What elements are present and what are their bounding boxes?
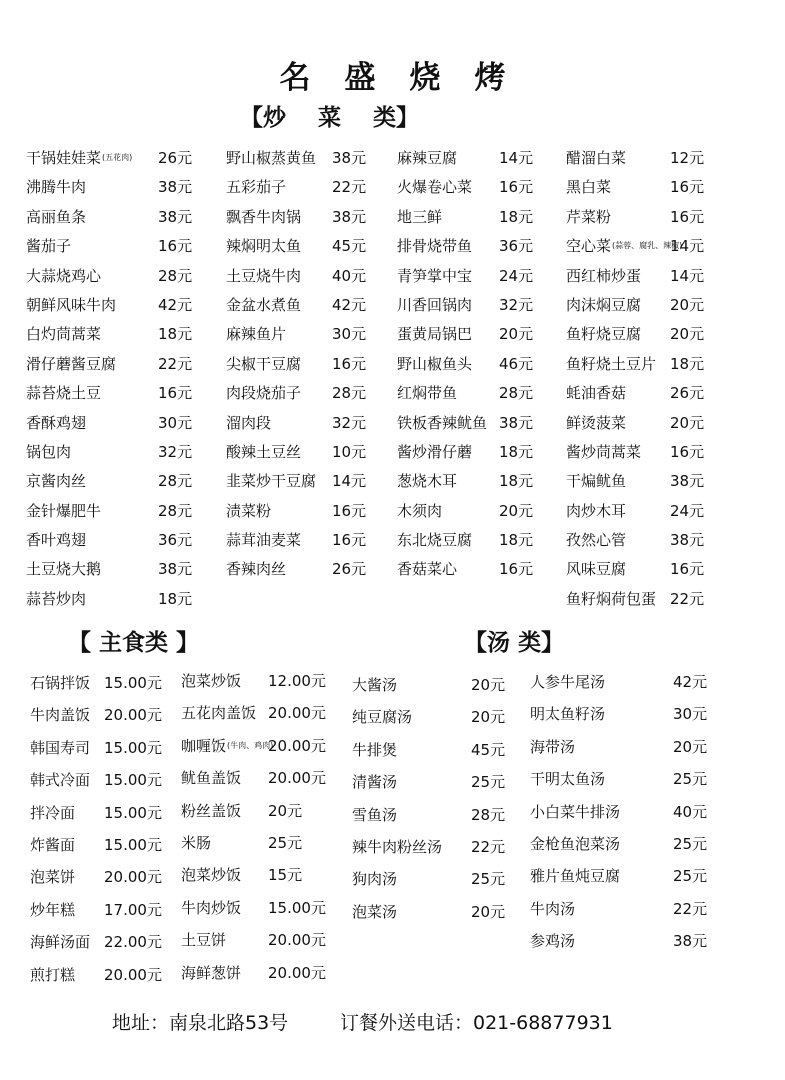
- item-price: 14元: [670, 237, 705, 256]
- item-price: 16元: [332, 531, 367, 550]
- item-price: 24元: [499, 266, 534, 285]
- item-price: 18元: [158, 325, 193, 344]
- item-name: 泡菜炒饭: [181, 866, 242, 885]
- item-name: 香叶鸡翅: [26, 531, 87, 550]
- item-name: 沸腾牛肉: [26, 178, 87, 197]
- item-name: 木须肉: [397, 501, 443, 520]
- item-name: 葱烧木耳: [397, 472, 458, 491]
- item-price: 20元: [673, 737, 708, 756]
- item-price: 18元: [158, 589, 193, 608]
- item-name: 京酱肉丝: [26, 472, 87, 491]
- item-name: 咖喱饭: [181, 736, 227, 755]
- item-name: 东北烧豆腐: [397, 531, 473, 550]
- item-price: 18元: [499, 531, 534, 550]
- item-price: 16元: [670, 207, 705, 226]
- item-price: 16元: [499, 178, 534, 197]
- item-name: 香酥鸡翅: [26, 413, 87, 432]
- item-name: 高丽鱼条: [26, 207, 87, 226]
- item-name: 尖椒干豆腐: [226, 354, 302, 373]
- order-phone: 订餐外送电话：021-68877931: [340, 1012, 613, 1034]
- item-price: 46元: [499, 354, 534, 373]
- item-name: 蒜茸油麦菜: [226, 531, 302, 550]
- item-name: 清酱汤: [352, 773, 398, 792]
- item-name: 西红柿炒蛋: [566, 266, 642, 285]
- item-name: 干锅娃娃菜: [26, 149, 102, 167]
- item-price: 28元: [158, 472, 193, 491]
- item-name: 牛肉炒饭: [181, 898, 242, 917]
- item-price: 20元: [268, 801, 303, 820]
- item-price: 20.00元: [104, 965, 162, 984]
- item-name: 香辣肉丝: [226, 560, 287, 579]
- item-price: 28元: [499, 384, 534, 403]
- item-price: 38元: [673, 932, 708, 951]
- item-price: 42元: [673, 673, 708, 691]
- item-name: 海带汤: [530, 737, 576, 756]
- item-name: 朝鲜风味牛肉: [26, 295, 117, 314]
- item-name: 人参牛尾汤: [530, 673, 606, 691]
- item-price: 18元: [499, 207, 534, 226]
- item-price: 15.00元: [104, 771, 162, 790]
- item-note: (蒜蓉、腐乳、辣椒): [612, 241, 683, 251]
- item-name: 土豆烧大鹅: [26, 560, 102, 579]
- item-price: 15.00元: [104, 803, 162, 822]
- item-name: 肉炒木耳: [566, 501, 627, 520]
- item-price: 30元: [673, 705, 708, 724]
- item-price: 16元: [158, 384, 193, 403]
- item-name: 辣牛肉粉丝汤: [352, 837, 443, 856]
- item-price: 20.00元: [104, 868, 162, 887]
- item-name: 五彩茄子: [226, 178, 287, 197]
- item-note: (牛肉、鸡肉): [227, 740, 274, 750]
- item-name: 牛排煲: [352, 740, 398, 759]
- item-price: 25元: [673, 834, 708, 853]
- item-price: 20.00元: [268, 704, 326, 723]
- item-price: 32元: [158, 442, 193, 461]
- item-price: 24元: [670, 501, 705, 520]
- item-price: 14元: [332, 472, 367, 491]
- item-name: 孜然心管: [566, 531, 627, 550]
- item-name: 麻辣鱼片: [226, 325, 287, 344]
- item-price: 18元: [499, 472, 534, 491]
- item-name: 铁板香辣鱿鱼: [397, 413, 488, 432]
- item-name: 煎打糕: [30, 965, 76, 984]
- item-name: 芹菜粉: [566, 207, 612, 226]
- item-name: 土豆烧牛肉: [226, 266, 302, 285]
- item-name: 粉丝盖饭: [181, 801, 242, 820]
- item-price: 15元: [268, 866, 303, 885]
- item-price: 15.00元: [104, 835, 162, 854]
- item-name: 地三鲜: [397, 207, 443, 226]
- item-price: 16元: [670, 442, 705, 461]
- item-price: 22元: [158, 354, 193, 373]
- item-name: 泡菜汤: [352, 902, 398, 921]
- item-price: 22元: [670, 589, 705, 608]
- address: 地址：南泉北路53号: [112, 1012, 289, 1034]
- item-price: 38元: [670, 531, 705, 550]
- item-price: 14元: [670, 266, 705, 285]
- item-name: 排骨烧带鱼: [397, 237, 473, 256]
- item-name: 参鸡汤: [530, 932, 576, 951]
- item-name: 纯豆腐汤: [352, 708, 413, 727]
- item-price: 38元: [158, 178, 193, 197]
- item-price: 16元: [158, 237, 193, 256]
- item-name: 野山椒蒸黄鱼: [226, 149, 317, 167]
- item-name: 金枪鱼泡菜汤: [530, 834, 621, 853]
- item-name: 韩式冷面: [30, 771, 91, 790]
- item-price: 18元: [670, 354, 705, 373]
- item-price: 15.00元: [104, 738, 162, 757]
- item-name: 空心菜: [566, 237, 612, 256]
- item-name: 风味豆腐: [566, 560, 627, 579]
- item-price: 40元: [332, 266, 367, 285]
- item-name: 大酱汤: [352, 676, 398, 694]
- item-price: 16元: [499, 560, 534, 579]
- item-price: 25元: [673, 770, 708, 789]
- item-price: 38元: [332, 149, 367, 167]
- item-name: 韭菜炒干豆腐: [226, 472, 317, 491]
- item-price: 32元: [499, 295, 534, 314]
- item-name: 香菇菜心: [397, 560, 458, 579]
- item-name: 泡菜炒饭: [181, 672, 242, 690]
- item-price: 36元: [158, 531, 193, 550]
- item-price: 18元: [499, 442, 534, 461]
- item-name: 锅包肉: [26, 442, 72, 461]
- item-price: 10元: [332, 442, 367, 461]
- item-name: 海鲜汤面: [30, 933, 91, 952]
- item-price: 25元: [471, 870, 506, 889]
- item-price: 38元: [670, 472, 705, 491]
- item-name: 渍菜粉: [226, 501, 272, 520]
- item-price: 12.00元: [268, 672, 326, 690]
- item-name: 干明太鱼汤: [530, 770, 606, 789]
- item-price: 38元: [499, 413, 534, 432]
- item-price: 16元: [332, 501, 367, 520]
- item-name: 泡菜饼: [30, 868, 76, 887]
- item-name: 肉段烧茄子: [226, 384, 302, 403]
- item-price: 45元: [471, 740, 506, 759]
- item-name: 酸辣土豆丝: [226, 442, 302, 461]
- item-price: 30元: [332, 325, 367, 344]
- item-price: 22元: [471, 837, 506, 856]
- item-price: 20元: [670, 413, 705, 432]
- stir-fry-heading: 【炒 菜 类】: [240, 105, 420, 131]
- item-price: 42元: [332, 295, 367, 314]
- item-price: 15.00元: [104, 674, 162, 692]
- item-price: 20.00元: [268, 736, 326, 755]
- item-price: 45元: [332, 237, 367, 256]
- item-name: 拌冷面: [30, 803, 76, 822]
- item-price: 25元: [471, 773, 506, 792]
- item-price: 20元: [670, 325, 705, 344]
- item-price: 20元: [499, 501, 534, 520]
- item-name: 雅片鱼炖豆腐: [530, 867, 621, 886]
- item-price: 26元: [158, 149, 193, 167]
- item-name: 米肠: [181, 833, 212, 852]
- item-price: 20.00元: [104, 706, 162, 725]
- item-name: 酱炒滑仔蘑: [397, 442, 473, 461]
- item-name: 鱼籽烧土豆片: [566, 354, 657, 373]
- item-name: 蒜苔烧土豆: [26, 384, 102, 403]
- item-price: 32元: [332, 413, 367, 432]
- item-name: 韩国寿司: [30, 738, 91, 757]
- soup-heading: 【汤 类】: [464, 630, 565, 656]
- item-name: 火爆卷心菜: [397, 178, 473, 197]
- item-name: 雪鱼汤: [352, 805, 398, 824]
- item-name: 酱茄子: [26, 237, 72, 256]
- menu-title: 名盛烧烤: [279, 60, 540, 96]
- item-price: 25元: [673, 867, 708, 886]
- item-name: 白灼茼蒿菜: [26, 325, 102, 344]
- item-name: 蚝油香菇: [566, 384, 627, 403]
- item-note: (五花肉): [102, 153, 133, 162]
- item-price: 26元: [332, 560, 367, 579]
- item-price: 17.00元: [104, 900, 162, 919]
- item-price: 15.00元: [268, 898, 326, 917]
- item-name: 明太鱼籽汤: [530, 705, 606, 724]
- item-name: 红焖带鱼: [397, 384, 458, 403]
- item-name: 牛肉盖饭: [30, 706, 91, 725]
- item-name: 麻辣豆腐: [397, 149, 458, 167]
- item-name: 鱿鱼盖饭: [181, 769, 242, 788]
- item-price: 30元: [158, 413, 193, 432]
- item-name: 土豆饼: [181, 931, 227, 950]
- item-price: 14元: [499, 149, 534, 167]
- item-name: 蒜苔炒肉: [26, 589, 87, 608]
- item-name: 鱼籽烧豆腐: [566, 325, 642, 344]
- item-name: 五花肉盖饭: [181, 704, 257, 723]
- item-price: 22元: [673, 899, 708, 918]
- item-price: 38元: [158, 207, 193, 226]
- item-price: 42元: [158, 295, 193, 314]
- item-name: 蛋黄局锅巴: [397, 325, 473, 344]
- item-price: 16元: [332, 354, 367, 373]
- item-name: 野山椒鱼头: [397, 354, 473, 373]
- item-name: 肉沫焖豆腐: [566, 295, 642, 314]
- item-name: 鱼籽焖荷包蛋: [566, 589, 657, 608]
- item-price: 40元: [673, 802, 708, 821]
- item-name: 青笋掌中宝: [397, 266, 473, 285]
- item-name: 干煸鱿鱼: [566, 472, 627, 491]
- item-price: 20元: [471, 676, 506, 694]
- item-name: 金针爆肥牛: [26, 501, 102, 520]
- item-name: 炒年糕: [30, 900, 76, 919]
- item-name: 黑白菜: [566, 178, 612, 197]
- item-price: 28元: [158, 266, 193, 285]
- item-name: 辣焖明太鱼: [226, 237, 302, 256]
- item-name: 小白菜牛排汤: [530, 802, 621, 821]
- item-price: 22元: [332, 178, 367, 197]
- item-price: 28元: [158, 501, 193, 520]
- item-name: 酱炒茼蒿菜: [566, 442, 642, 461]
- item-price: 20.00元: [268, 931, 326, 950]
- item-price: 22.00元: [104, 933, 162, 952]
- item-price: 38元: [158, 560, 193, 579]
- item-price: 20.00元: [268, 963, 326, 982]
- item-name: 溜肉段: [226, 413, 272, 432]
- item-name: 狗肉汤: [352, 870, 398, 889]
- staple-heading: 【 主食类 】: [68, 630, 200, 656]
- item-name: 川香回锅肉: [397, 295, 473, 314]
- item-price: 25元: [268, 833, 303, 852]
- item-name: 石锅拌饭: [30, 674, 91, 692]
- item-price: 26元: [670, 384, 705, 403]
- item-price: 20元: [499, 325, 534, 344]
- item-price: 16元: [670, 178, 705, 197]
- item-price: 36元: [499, 237, 534, 256]
- item-price: 38元: [332, 207, 367, 226]
- item-name: 鲜烫菠菜: [566, 413, 627, 432]
- item-price: 20元: [471, 708, 506, 727]
- item-name: 飘香牛肉锅: [226, 207, 302, 226]
- item-price: 20元: [471, 902, 506, 921]
- item-name: 金盆水煮鱼: [226, 295, 302, 314]
- item-price: 12元: [670, 149, 705, 167]
- item-name: 牛肉汤: [530, 899, 576, 918]
- item-name: 炸酱面: [30, 835, 76, 854]
- item-name: 滑仔蘑酱豆腐: [26, 354, 117, 373]
- item-name: 醋溜白菜: [566, 149, 627, 167]
- item-price: 20.00元: [268, 769, 326, 788]
- item-price: 16元: [670, 560, 705, 579]
- item-price: 28元: [471, 805, 506, 824]
- item-name: 大蒜烧鸡心: [26, 266, 102, 285]
- item-price: 20元: [670, 295, 705, 314]
- item-price: 28元: [332, 384, 367, 403]
- item-name: 海鲜葱饼: [181, 963, 242, 982]
